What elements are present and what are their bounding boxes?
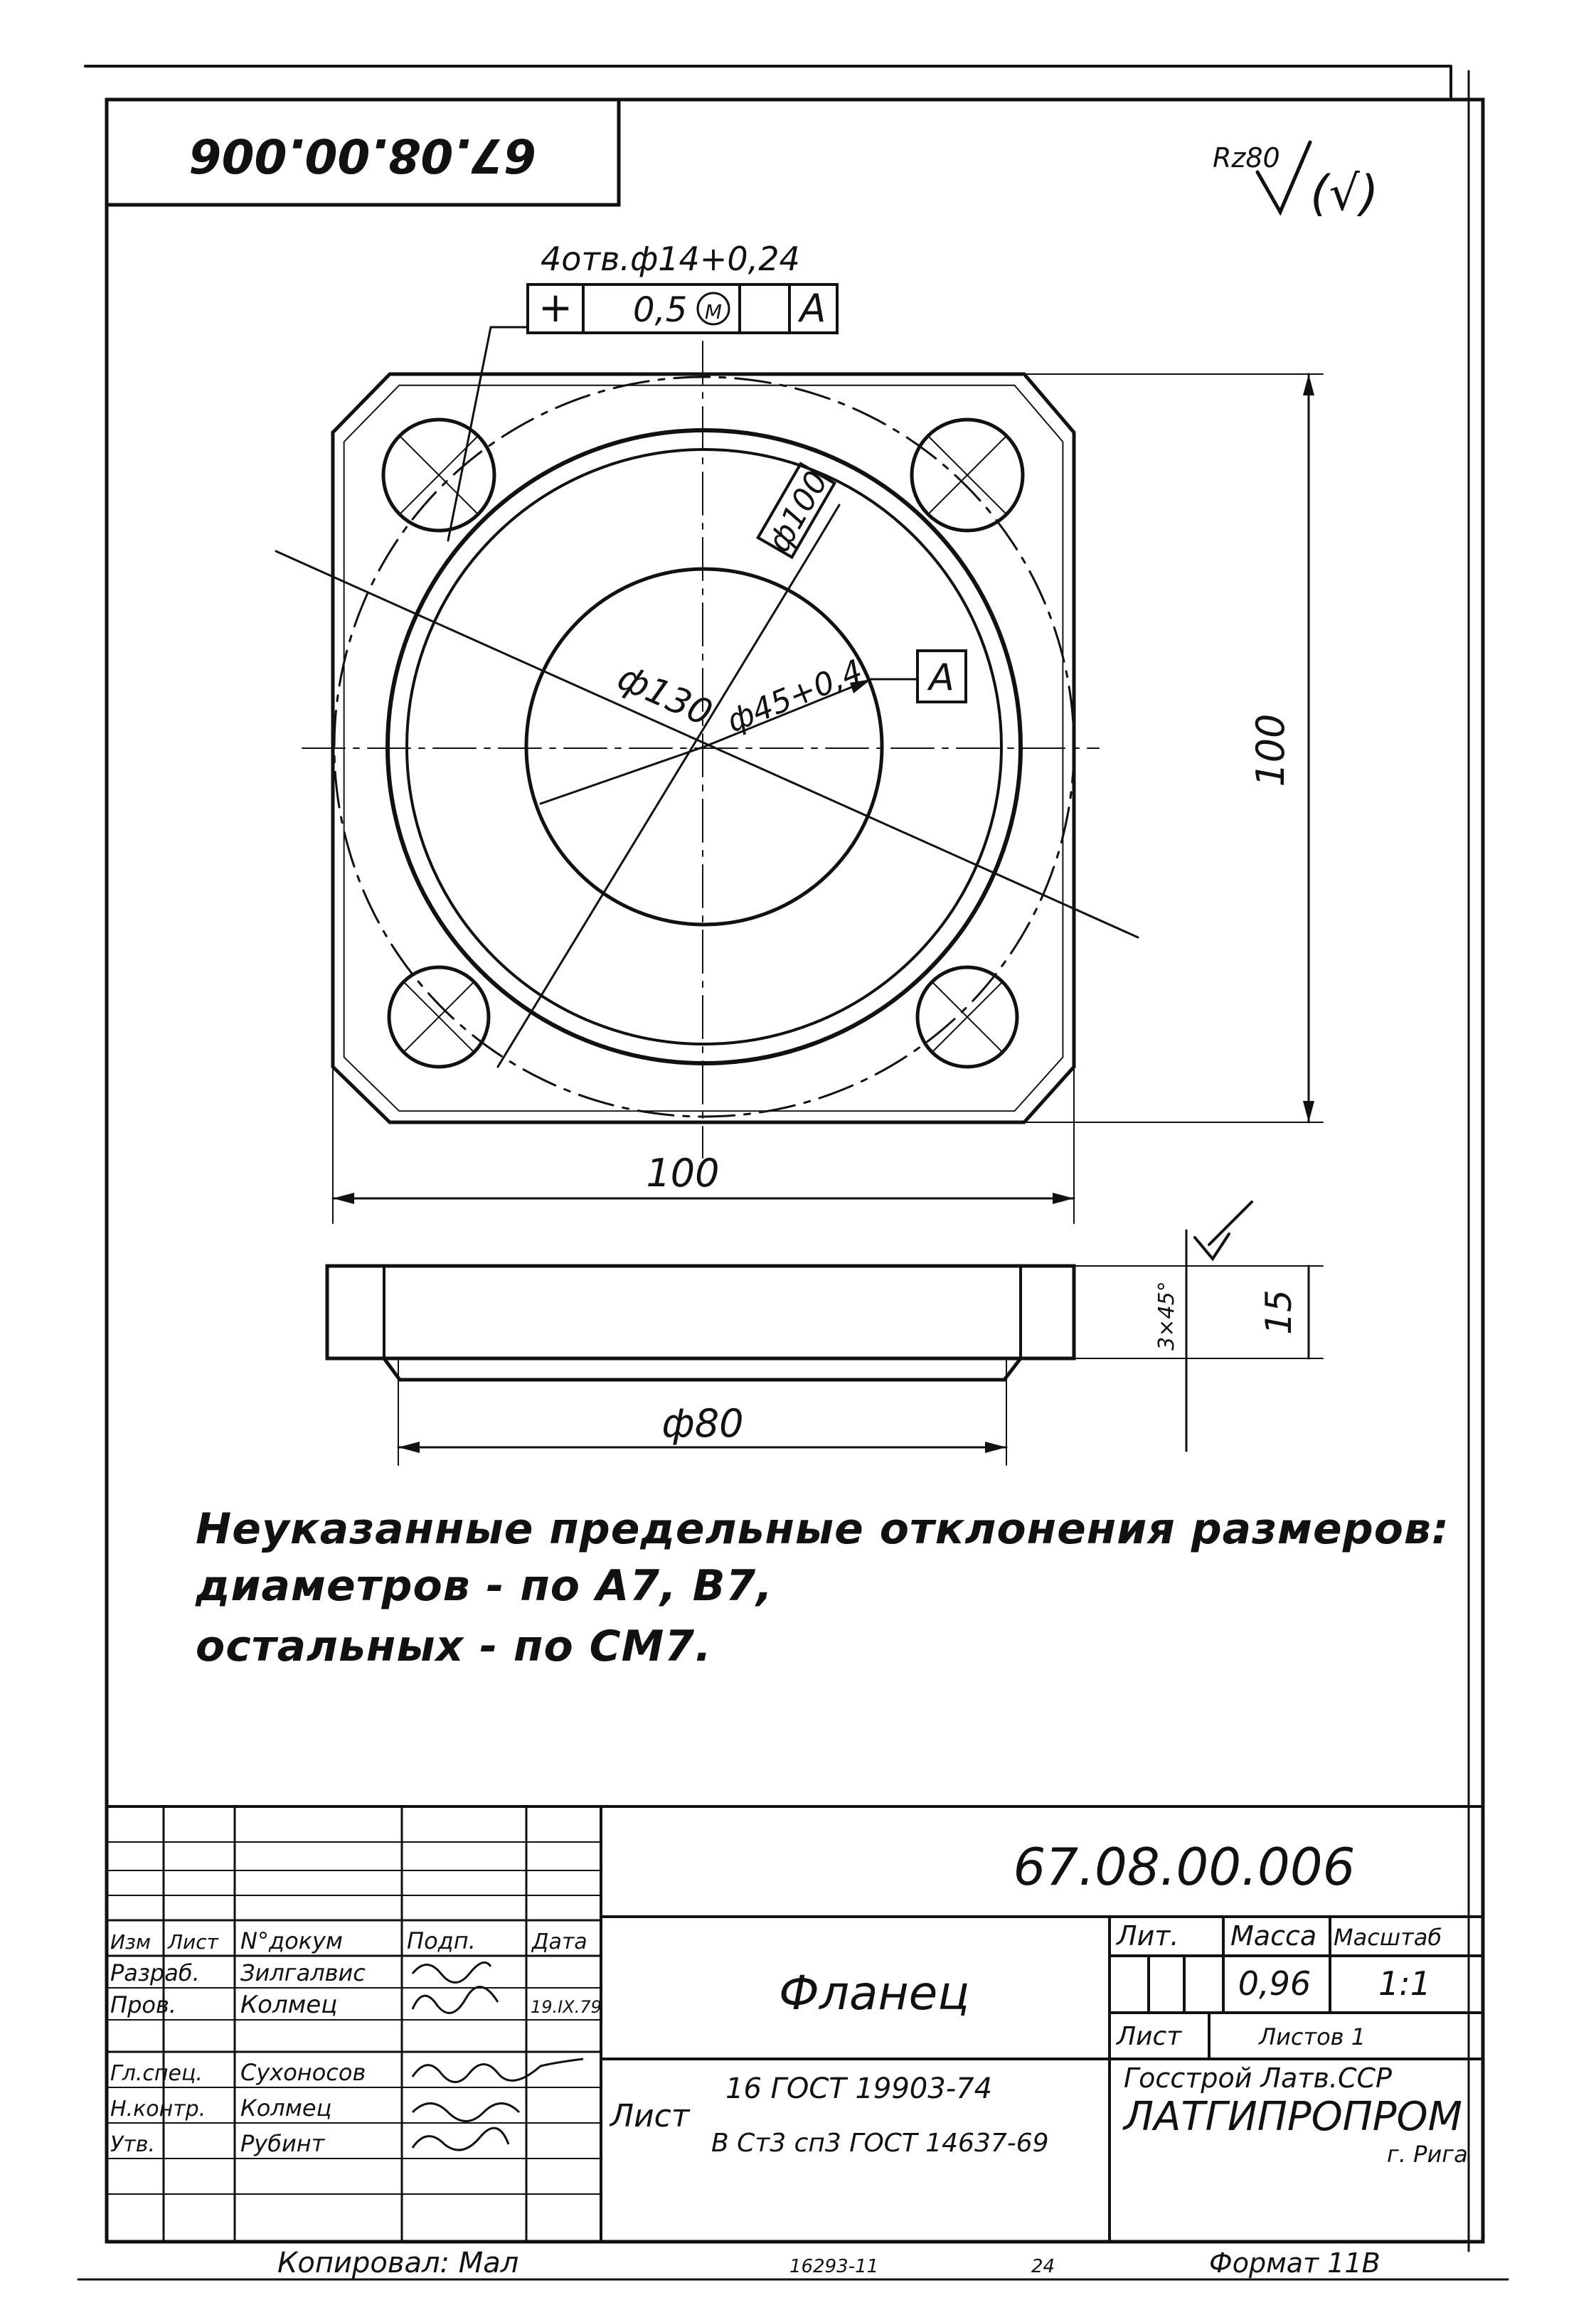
tb-designation: 67.08.00.006 — [1013, 1837, 1356, 1897]
tb-material-1: 16 ГОСТ 19903-74 — [725, 2072, 993, 2105]
tb-person-nkontr: Колмец — [240, 2095, 332, 2122]
tb-mass-value: 0,96 — [1238, 1964, 1312, 2003]
tb-material-prefix: Лист — [610, 2098, 690, 2134]
dim-d45: ф45+0,4 — [722, 652, 868, 740]
tb-date-prov: 19.IX.79 — [531, 1997, 602, 2017]
tb-sheet-label: Лист — [1117, 2022, 1182, 2051]
roughness-mark: (√) — [1310, 166, 1379, 222]
tolerance-modifier: M — [704, 300, 723, 324]
footer-number: 16293-11 — [789, 2256, 879, 2277]
flange-top-view — [276, 327, 1323, 1223]
tb-role-razrab: Разраб. — [110, 1959, 200, 1986]
dim-chamfer: 3×45° — [1154, 1281, 1179, 1351]
tb-mass-label: Масса — [1230, 1920, 1317, 1952]
signatures — [413, 1962, 583, 2150]
tb-person-utv: Рубинт — [240, 2130, 325, 2157]
tb-scale-value: 1:1 — [1378, 1964, 1432, 2003]
tb-role-prov: Пров. — [110, 1991, 176, 2018]
dim-d100: ф100 — [760, 464, 836, 558]
tb-role-utv: Утв. — [110, 2132, 155, 2157]
tb-header-list: Лист — [168, 1930, 218, 1954]
dim-datum-a: A — [929, 656, 954, 699]
tb-header-date: Дата — [532, 1930, 587, 1954]
dim-d130: ф130 — [612, 656, 718, 735]
tb-lit-label: Лит. — [1117, 1920, 1179, 1952]
dim-d80: ф80 — [661, 1401, 744, 1446]
tb-header-doc: N°докум — [240, 1927, 344, 1954]
hole-note: 4отв.ф14+0,24 — [541, 240, 800, 278]
dim-height-100: 100 — [1248, 713, 1293, 787]
tb-header-izm: Изм — [110, 1930, 151, 1954]
tb-role-glspec: Гл.спец. — [110, 2061, 203, 2086]
roughness-value: Rz80 — [1213, 142, 1280, 174]
tb-part-name: Фланец — [779, 1966, 970, 2021]
tb-person-glspec: Сухоносов — [240, 2059, 366, 2086]
tb-role-nkontr: Н.контр. — [110, 2097, 206, 2122]
dim-width-100: 100 — [646, 1151, 720, 1196]
tb-person-razrab: Зилгалвис — [240, 1959, 366, 1986]
tb-material-2: В Ст3 сп3 ГОСТ 14637-69 — [711, 2129, 1049, 2158]
tb-org-3: г. Рига — [1387, 2141, 1468, 2168]
tb-org-1: Госстрой Латв.ССР — [1124, 2062, 1392, 2094]
tb-header-sign: Подп. — [407, 1927, 476, 1954]
note-line-2: диаметров - по А7, В7, — [196, 1561, 774, 1611]
tb-person-prov: Колмец — [240, 1991, 338, 2019]
tolerance-datum: A — [799, 286, 826, 331]
tb-sheets-label: Листов 1 — [1259, 2023, 1366, 2050]
footer-format: Формат 11В — [1209, 2247, 1380, 2279]
note-line-3: остальных - по СМ7. — [196, 1622, 712, 1671]
footer-copied: Копировал: Мал — [277, 2247, 519, 2279]
dim-thickness-15: 15 — [1258, 1289, 1299, 1335]
tb-scale-label: Масштаб — [1334, 1924, 1442, 1951]
tolerance-value: 0,5 — [633, 290, 688, 330]
tb-org-2: ЛАТГИПРОПРОМ — [1124, 2094, 1462, 2140]
footer-page: 24 — [1031, 2256, 1055, 2277]
tolerance-symbol: + — [538, 283, 573, 331]
note-line-1: Неуказанные предельные отклонения размеров: — [196, 1504, 1449, 1554]
rotated-drawing-code: 67.08.00.006 — [188, 127, 537, 183]
